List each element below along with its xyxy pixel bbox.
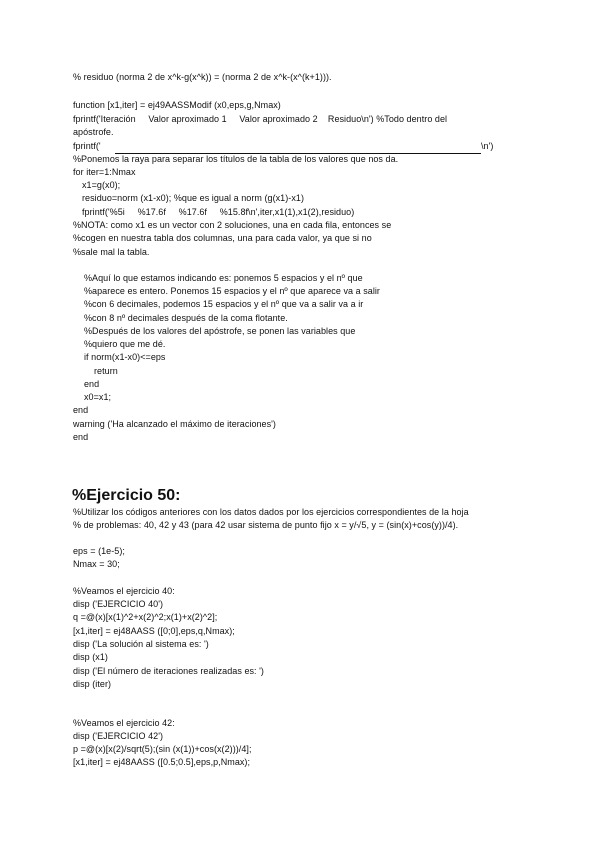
comment-line: %Veamos el ejercicio 42:	[73, 718, 175, 728]
code-line: warning ('Ha alcanzado el máximo de iteraciones')	[73, 419, 276, 429]
code-line: % residuo (norma 2 de x^k-g(x^k)) = (norma 2 de x^k-(x^(k+1))).	[73, 72, 332, 82]
code-line: apóstrofe.	[73, 127, 114, 137]
section-heading: %Ejercicio 50:	[72, 487, 181, 504]
code-line: residuo=norm (x1-x0); %que es igual a norm (g(x1)-x1)	[82, 193, 304, 203]
code-line: end	[73, 432, 89, 442]
comment-line: %Aquí lo que estamos indicando es: ponemos 5 espacios y el nº que	[84, 273, 363, 283]
code-line: disp (x1)	[73, 652, 108, 662]
comment-line: %Después de los valores del apóstrofe, se ponen las variables que	[84, 326, 356, 336]
comment-line: %Veamos el ejercicio 40:	[73, 586, 175, 596]
code-line: fprintf('Iteración Valor aproximado 1 Valor aproximado 2 Residuo\n') %Todo dentro del	[73, 114, 448, 124]
code-line: disp ('La solución al sistema es: ')	[73, 639, 209, 649]
comment-line: %Utilizar los códigos anteriores con los datos dados por los ejercicios correspondientes de la hoja	[73, 507, 469, 517]
comment-line: %con 6 decimales, podemos 15 espacios y el nº que va a salir va a ir	[84, 299, 364, 309]
code-line: q =@(x)[x(1)^2+x(2)^2;x(1)+x(2)^2];	[73, 612, 218, 622]
comment-line: %cogen en nuestra tabla dos columnas, una para cada valor, ya que si no	[73, 233, 372, 243]
code-line: return	[94, 366, 118, 376]
comment-line: %quiero que me dé.	[84, 339, 166, 349]
code-line: x1=g(x0);	[82, 180, 121, 190]
code-line: end	[84, 379, 100, 389]
code-line: [x1,iter] = ej48AASS ([0;0],eps,q,Nmax);	[73, 626, 235, 636]
comment-line: % de problemas: 40, 42 y 43 (para 42 usar sistema de punto fijo x = y/√5, y = (sin(x)+cos(y))/4).	[73, 520, 459, 530]
code-line: fprintf('%5i %17.6f %17.6f %15.8f\n',iter,x1(1),x1(2),residuo)	[82, 207, 355, 217]
code-line: x0=x1;	[84, 392, 112, 402]
comment-line: %NOTA: como x1 es un vector con 2 soluciones, una en cada fila, entonces se	[73, 220, 392, 230]
code-line: fprintf('	[73, 141, 101, 151]
comment-line: %aparece es entero. Ponemos 15 espacios y el nº que aparece va a salir	[84, 286, 380, 296]
code-line: for iter=1:Nmax	[73, 167, 136, 177]
code-line: [x1,iter] = ej48AASS ([0.5;0.5],eps,p,Nmax);	[73, 757, 251, 767]
code-line: disp (iter)	[73, 679, 112, 689]
code-line: function [x1,iter] = ej49AASSModif (x0,eps,g,Nmax)	[73, 100, 281, 110]
code-line: disp ('EJERCICIO 40')	[73, 599, 164, 609]
code-line: end	[73, 405, 89, 415]
code-line: Nmax = 30;	[73, 559, 120, 569]
code-line: eps = (1e-5);	[73, 546, 125, 556]
code-line: disp ('EJERCICIO 42')	[73, 731, 164, 741]
comment-line: %Ponemos la raya para separar los títulos de la tabla de los valores que nos da.	[73, 154, 399, 164]
comment-line: %sale mal la tabla.	[73, 247, 150, 257]
code-line: if norm(x1-x0)<=eps	[84, 352, 166, 362]
comment-line: %con 8 nº decimales después de la coma flotante.	[84, 313, 288, 323]
code-line: disp ('El número de iteraciones realizadas es: ')	[73, 666, 264, 676]
code-line: p =@(x)[x(2)/sqrt(5);(sin (x(1))+cos(x(2)))/4];	[73, 744, 252, 754]
code-line: \n')	[481, 141, 494, 151]
